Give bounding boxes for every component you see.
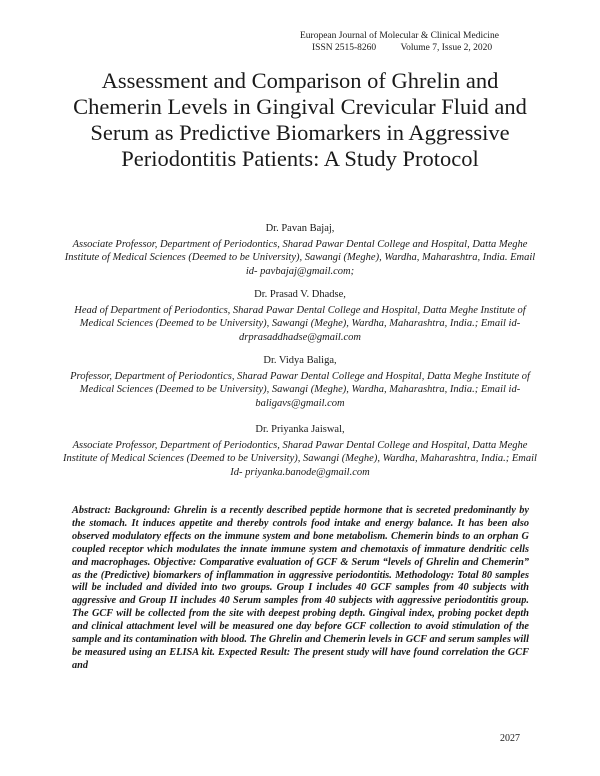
journal-issn-line	[300, 42, 540, 54]
journal-volume: Volume 7, Issue 2, 2020	[400, 43, 493, 53]
author-name: Dr. Vidya Baliga,	[263, 355, 337, 366]
author-affiliation: Professor, Department of Periodontics, Sharad Pawar Dental College and Hospital, Datta Meghe Institute of Medical Sciences (Deemed to be University), Sawangi (Meghe), Wardha, Maharashtra, India.; Email id- baligavs@gmail.com	[70, 370, 530, 409]
author-affiliation: Head of Department of Periodontics, Sharad Pawar Dental College and Hospital, Datta Meghe Institute of Medical Sciences (Deemed to be University), Sawangi (Meghe), Wardha, Maharashtra, India.; Email id- drprasaddhadse@gmail.com	[74, 304, 526, 343]
author-name: Dr. Pavan Bajaj,	[265, 223, 335, 234]
journal-name: European Journal of Molecular & Clinical Medicine	[300, 31, 499, 41]
page-number: 2027	[500, 733, 520, 744]
author-block	[60, 288, 540, 344]
journal-issn: ISSN 2515-8260	[312, 43, 377, 53]
paper-title: Assessment and Comparison of Ghrelin and Chemerin Levels in Gingival Crevicular Fluid and Serum as Predictive Biomarkers in Aggressive Periodontitis Patients: A Study Protocol	[73, 68, 527, 171]
author-name: Dr. Priyanka Jaiswal,	[255, 424, 345, 435]
author-affiliation: Associate Professor, Department of Periodontics, Sharad Pawar Dental College and Hospital, Datta Meghe Institute of Medical Sciences (Deemed to be University), Sawangi (Meghe), Wardha, Maharashtra, India. Email id- pavbajaj@gmail.com;	[64, 238, 536, 277]
author-affiliation: Associate Professor, Department of Periodontics, Sharad Pawar Dental College and Hospital, Datta Meghe Institute of Medical Sciences (Deemed to be University), Sawangi (Meghe), Wardha, Maharashtra, India.; Email Id- priyanka.banode@gmail.com	[63, 439, 537, 478]
abstract: Abstract: Background: Ghrelin is a recently described peptide hormone that is secreted predominantly by the stomach. It induces appetite and thereby controls food intake and energy balance. It has been also observed modulatory effects on the immune system and bone metabolism. Chemerin binds to an orphan G coupled receptor which modulates the innate immune system and chemotaxis of immature dendritic cells and macrophages. Objective: Comparative evaluation of GCF & Serum “levels of Ghrelin and Chemerin” as the (Predictive) biomarkers of inflammation in aggressive periodontitis. Methodology: Total 80 samples will be included and divided into two groups. Group I includes 40 GCF samples from 40 subjects with aggressive and Group II includes 40 Serum samples from 40 subjects with aggressive periodontitis group. The GCF will be collected from the site with deepest probing depth. Gingival index, probing pocket depth and clinical attachment level will be measured one day before GCF collection to avoid stimulation of the sample and its contamination with blood. The Ghrelin and Chemerin levels in GCF and serum samples will be measured using an ELISA kit. Expected Result: The present study will have found correlation the GCF and	[72, 505, 529, 671]
author-block	[60, 423, 540, 479]
author-block	[60, 222, 540, 278]
author-name: Dr. Prasad V. Dhadse,	[254, 289, 346, 300]
journal-header	[300, 30, 540, 54]
author-block	[60, 354, 540, 410]
